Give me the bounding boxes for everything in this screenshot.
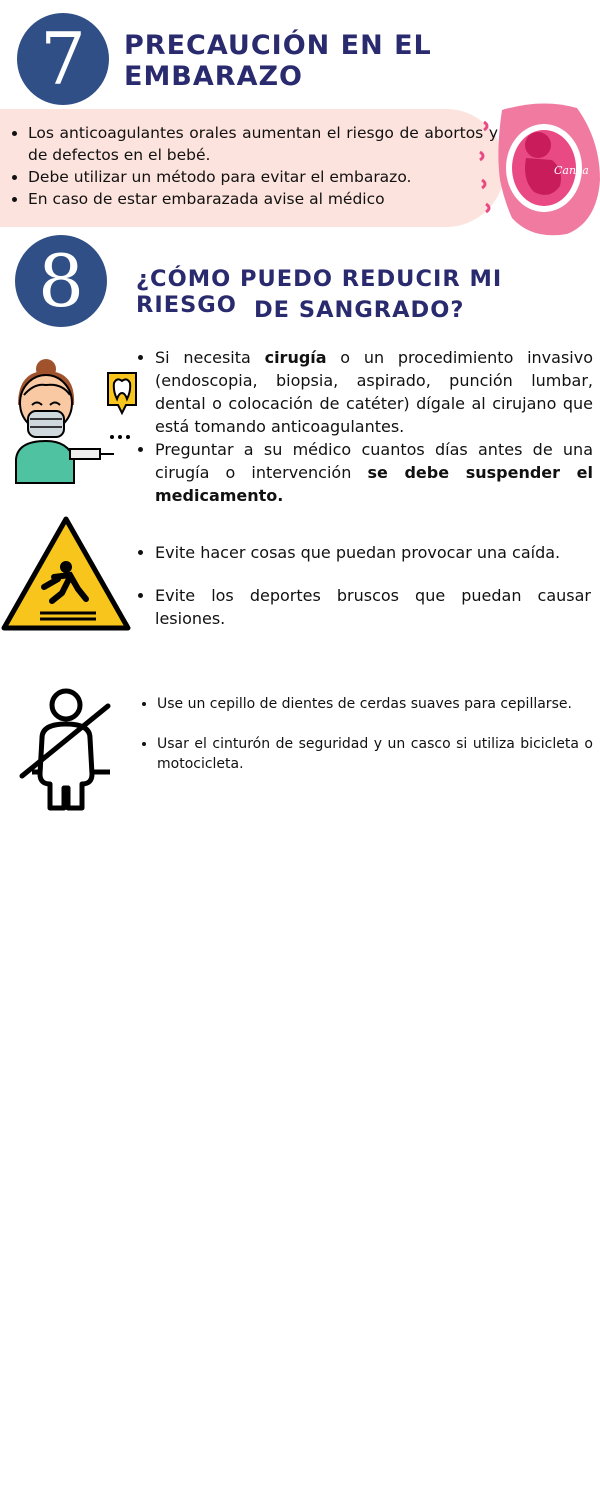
section-7-title: PRECAUCIÓN EN EL EMBARAZO <box>124 30 432 92</box>
list-item: • Usar el cinturón de seguridad y un casco si utiliza bicicleta o motocicleta. <box>157 734 593 774</box>
list-item: • Si necesita cirugía o un procedimiento invasivo (endoscopia, biopsia, aspirado, punción lumbar, dental o colocación de catéter) dígale al cirujano que está tomando anticoagulantes. <box>155 346 593 438</box>
list-item: • En caso de estar embarazada avise al médico <box>28 188 498 210</box>
list-item: • Evite hacer cosas que puedan provocar una caída. <box>155 541 591 564</box>
surgery-list <box>137 346 593 507</box>
list-item: • Evite los deportes bruscos que puedan causar lesiones. <box>155 584 591 630</box>
falls-list <box>137 541 591 630</box>
safety-list <box>139 694 593 774</box>
list-item: • Los anticoagulantes orales aumentan el riesgo de abortos y de defectos en el bebé. <box>28 122 498 166</box>
section-8-title-line2: DE SANGRADO? <box>254 297 465 323</box>
list-item: • Preguntar a su médico cuantos días antes de una cirugía o intervención se debe suspender el medicamento. <box>155 438 593 507</box>
list-item: • Use un cepillo de dientes de cerdas suaves para cepillarse. <box>157 694 593 714</box>
section-7-number: 7 <box>17 13 109 105</box>
watermark-text: Canva <box>554 164 589 177</box>
womb-fetus-icon <box>472 100 600 238</box>
seatbelt-icon <box>18 688 114 813</box>
dentist-icon <box>12 355 142 485</box>
section-8-number: 8 <box>15 235 107 327</box>
list-item: • Debe utilizar un método para evitar el embarazo. <box>28 166 498 188</box>
pregnancy-list <box>10 122 498 210</box>
section-8-title-line1: ¿CÓMO PUEDO REDUCIR MI RIESGO <box>136 266 503 318</box>
wet-floor-warning-icon <box>0 515 132 633</box>
